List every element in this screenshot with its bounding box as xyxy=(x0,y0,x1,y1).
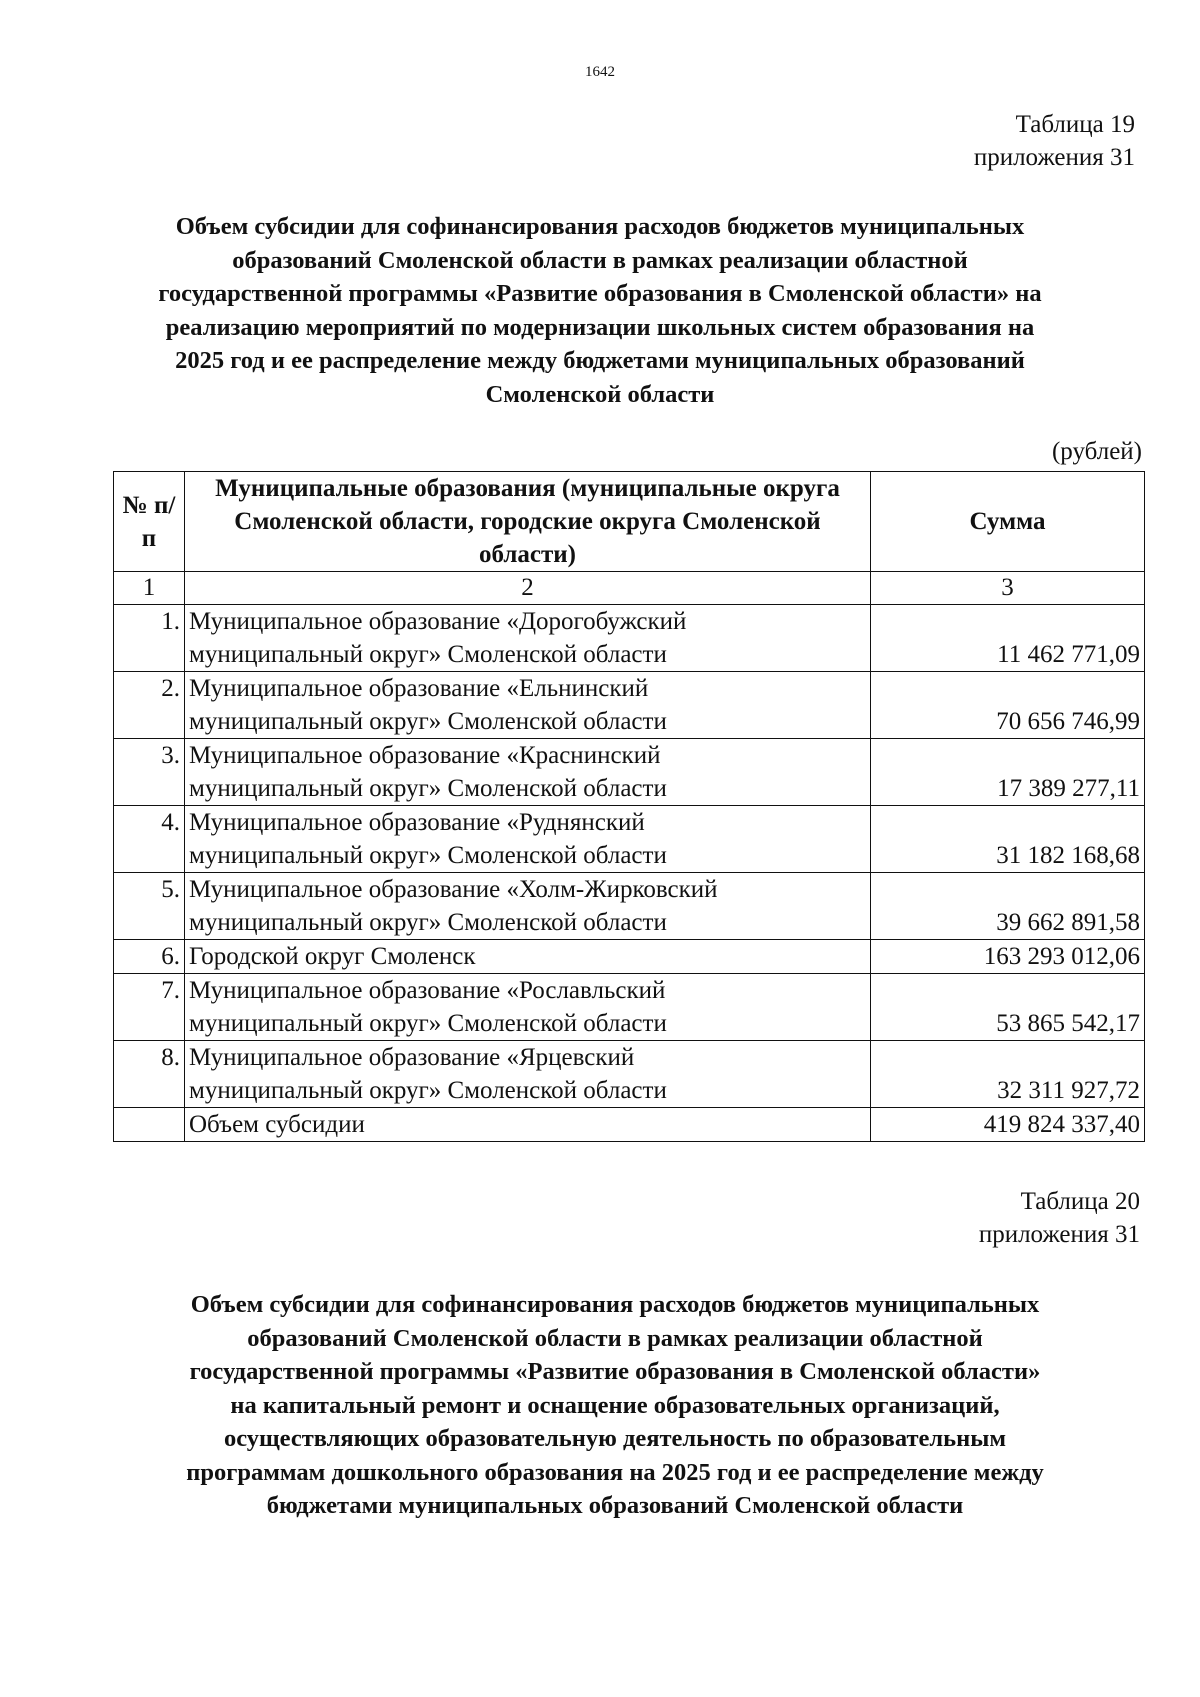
row-number: 5. xyxy=(114,873,185,940)
total-amount: 419 824 337,40 xyxy=(871,1108,1145,1142)
row-name: Муниципальное образование «Краснинский муниципальный округ» Смоленской области xyxy=(185,739,871,806)
row-amount: 11 462 771,09 xyxy=(871,605,1145,672)
row-amount: 53 865 542,17 xyxy=(871,974,1145,1041)
row-name: Муниципальное образование «Холм-Жирковский муниципальный округ» Смоленской области xyxy=(185,873,871,940)
row-name: Муниципальное образование «Ярцевский муниципальный округ» Смоленской области xyxy=(185,1041,871,1108)
table-row xyxy=(114,806,1145,873)
column-index: 3 xyxy=(871,572,1145,605)
table19-title xyxy=(100,210,1100,411)
table-row xyxy=(114,672,1145,739)
total-row xyxy=(114,1108,1145,1142)
subsidy-table xyxy=(113,471,1145,1142)
row-number: 3. xyxy=(114,739,185,806)
row-amount: 31 182 168,68 xyxy=(871,806,1145,873)
row-amount: 39 662 891,58 xyxy=(871,873,1145,940)
row-number: 6. xyxy=(114,940,185,974)
page-number: 1642 xyxy=(585,64,615,80)
table19-ref-line1: Таблица 19 xyxy=(1015,111,1135,138)
row-name: Муниципальное образование «Рославльский муниципальный округ» Смоленской области xyxy=(185,974,871,1041)
table20-title xyxy=(110,1288,1120,1523)
row-name: Муниципальное образование «Ельнинский муниципальный округ» Смоленской области xyxy=(185,672,871,739)
table-row xyxy=(114,1041,1145,1108)
title-line: Смоленской области xyxy=(485,380,715,408)
table-header-row xyxy=(114,472,1145,572)
title-line: реализацию мероприятий по модернизации школьных систем образования на xyxy=(165,313,1035,341)
row-name: Муниципальное образование «Руднянский муниципальный округ» Смоленской области xyxy=(185,806,871,873)
table-row xyxy=(114,605,1145,672)
row-name: Городской округ Смоленск xyxy=(185,940,871,974)
row-number: 4. xyxy=(114,806,185,873)
table20-ref-line1: Таблица 20 xyxy=(1020,1188,1140,1215)
title-line: на капитальный ремонт и оснащение образовательных организаций, xyxy=(230,1391,1000,1419)
table20-reference xyxy=(979,1185,1140,1251)
title-line: государственной программы «Развитие образования в Смоленской области» xyxy=(189,1358,1041,1385)
title-line: бюджетами муниципальных образований Смоленской области xyxy=(266,1492,964,1519)
row-amount: 70 656 746,99 xyxy=(871,672,1145,739)
header-number: № п/п xyxy=(114,472,185,572)
title-line: образований Смоленской области в рамках реализации областной xyxy=(247,1324,983,1352)
header-municipality: Муниципальные образования (муниципальные округа Смоленской области, городские округа Смоленской области) xyxy=(185,472,871,572)
row-amount: 32 311 927,72 xyxy=(871,1041,1145,1108)
column-index: 2 xyxy=(185,572,871,605)
title-line: Объем субсидии для софинансирования расходов бюджетов муниципальных xyxy=(175,213,1025,240)
row-number: 7. xyxy=(114,974,185,1041)
title-line: 2025 год и ее распределение между бюджетами муниципальных образований xyxy=(175,347,1025,374)
table19-reference xyxy=(974,108,1135,174)
table-row xyxy=(114,739,1145,806)
total-label: Объем субсидии xyxy=(185,1108,871,1142)
title-line: образований Смоленской области в рамках реализации областной xyxy=(232,246,968,274)
row-number: 8. xyxy=(114,1041,185,1108)
title-line: осуществляющих образовательную деятельность по образовательным xyxy=(223,1425,1007,1452)
row-amount: 17 389 277,11 xyxy=(871,739,1145,806)
row-name: Муниципальное образование «Дорогобужский муниципальный округ» Смоленской области xyxy=(185,605,871,672)
column-index: 1 xyxy=(114,572,185,605)
units-label: (рублей) xyxy=(1051,438,1142,465)
table19-ref-line2: приложения 31 xyxy=(973,144,1135,171)
title-line: Объем субсидии для софинансирования расходов бюджетов муниципальных xyxy=(190,1291,1040,1318)
table20-ref-line2: приложения 31 xyxy=(978,1221,1140,1248)
header-amount: Сумма xyxy=(871,472,1145,572)
title-line: программам дошкольного образования на 2025 год и ее распределение между xyxy=(186,1458,1044,1486)
row-number: 2. xyxy=(114,672,185,739)
table-row xyxy=(114,974,1145,1041)
row-amount: 163 293 012,06 xyxy=(871,940,1145,974)
table-row xyxy=(114,940,1145,974)
column-index-row xyxy=(114,572,1145,605)
title-line: государственной программы «Развитие образования в Смоленской области» на xyxy=(158,280,1042,307)
total-number xyxy=(114,1108,185,1142)
table-row xyxy=(114,873,1145,940)
row-number: 1. xyxy=(114,605,185,672)
